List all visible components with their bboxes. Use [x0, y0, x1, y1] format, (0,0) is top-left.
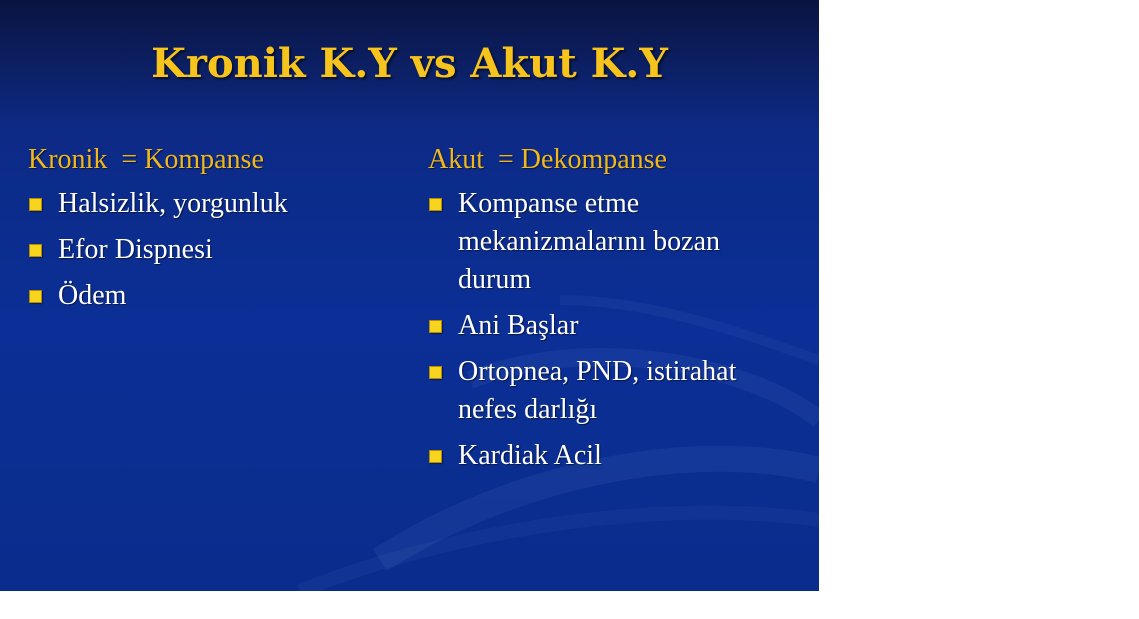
list-item: [28, 277, 398, 315]
list-item: [428, 307, 798, 345]
bullet-text: Ortopnea, PND, istirahat nefes darlığı: [458, 356, 737, 425]
right-column: [428, 141, 798, 483]
list-item: [28, 185, 398, 223]
list-item: [428, 185, 798, 299]
right-column-heading: Akut = Dekompanse: [428, 144, 667, 175]
bullet-text: Halsizlik, yorgunluk: [58, 188, 288, 219]
bullet-text: Efor Dispnesi: [58, 234, 213, 265]
bullet-text: Ödem: [58, 280, 127, 311]
slide-title: Kronik K.Y vs Akut K.Y: [151, 40, 668, 87]
left-column: [28, 141, 398, 323]
bullet-text: Kompanse etme mekanizmalarını bozan durum: [458, 188, 720, 295]
yellow-square-bullet-icon: [29, 244, 42, 257]
left-column-heading: Kronik = Kompanse: [28, 144, 264, 175]
yellow-square-bullet-icon: [429, 320, 442, 333]
yellow-square-bullet-icon: [429, 198, 442, 211]
yellow-square-bullet-icon: [429, 366, 442, 379]
bullet-text: Kardiak Acil: [458, 440, 602, 471]
list-item: [28, 231, 398, 269]
right-bullet-list: [428, 185, 798, 475]
left-bullet-list: [28, 185, 398, 315]
yellow-square-bullet-icon: [29, 290, 42, 303]
yellow-square-bullet-icon: [429, 450, 442, 463]
list-item: [428, 437, 798, 475]
yellow-square-bullet-icon: [29, 198, 42, 211]
list-item: [428, 353, 798, 429]
bullet-text: Ani Başlar: [458, 310, 579, 341]
